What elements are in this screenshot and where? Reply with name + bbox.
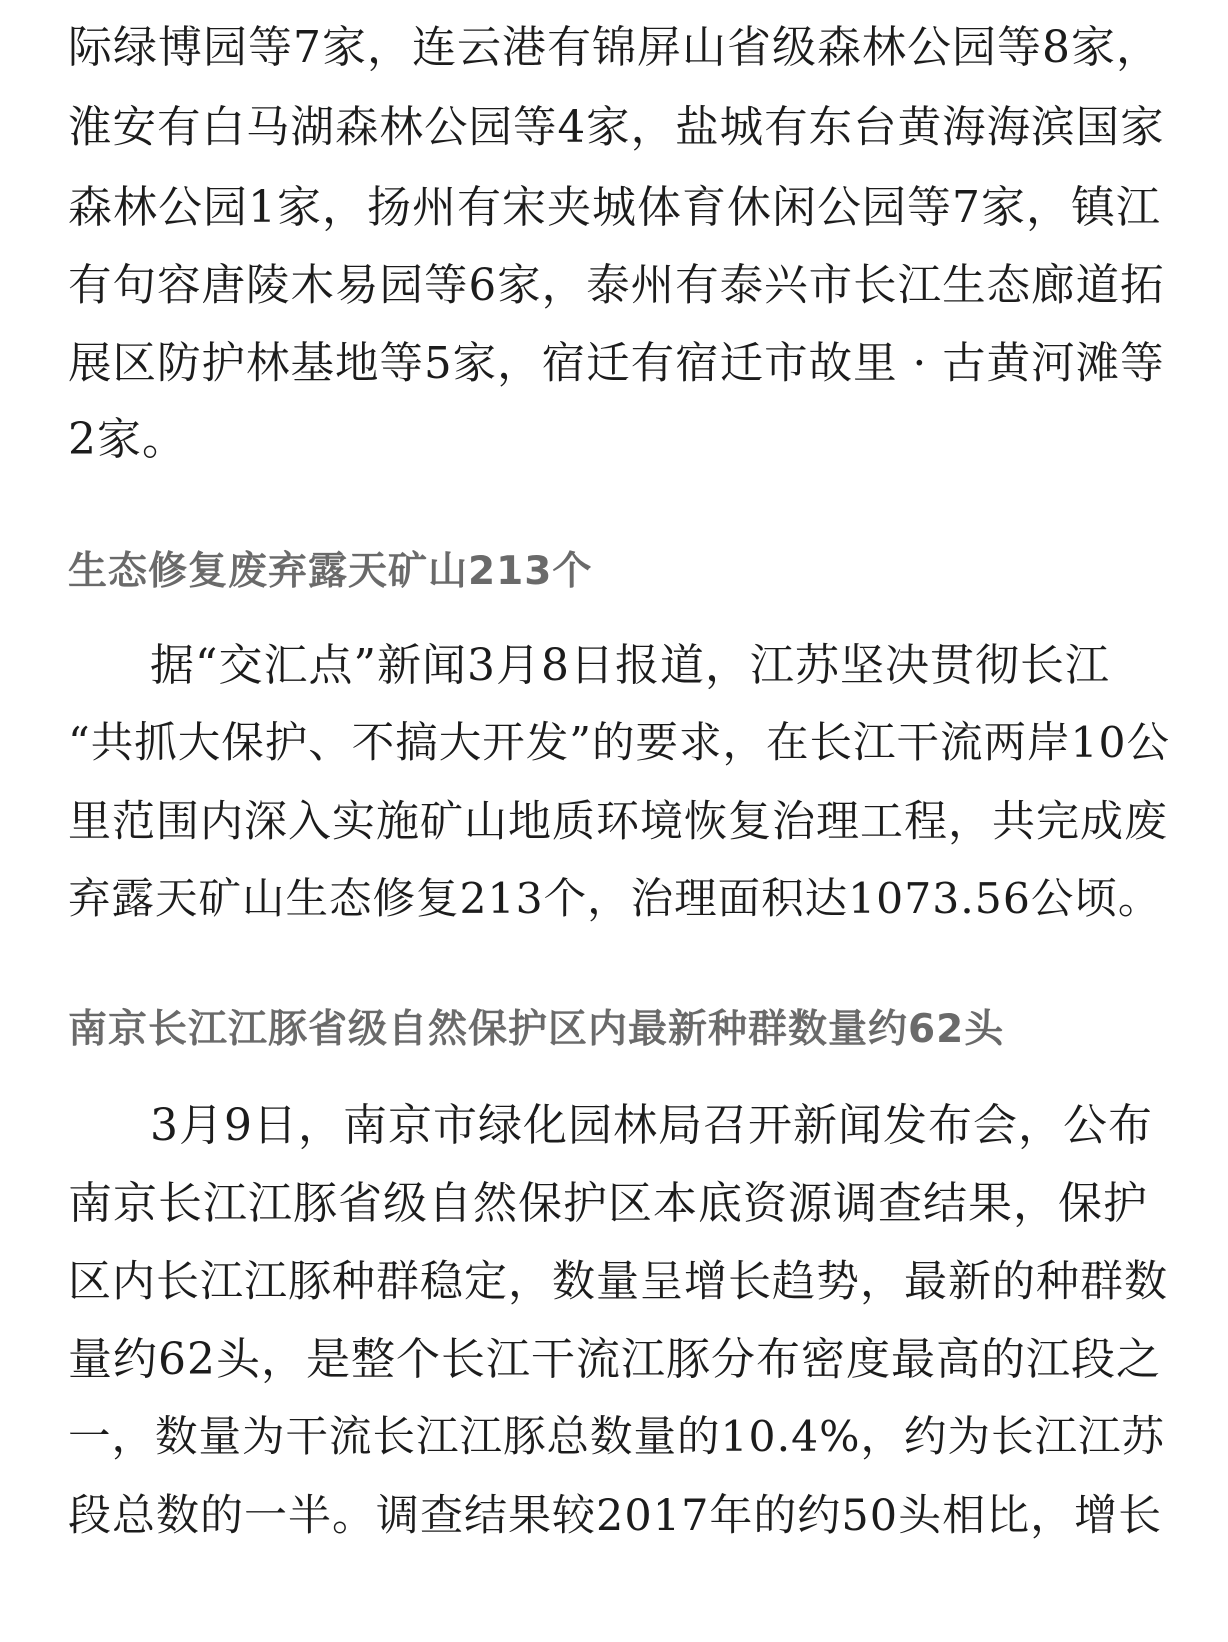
section1-line-1: 据“交汇点”新闻3月8日报道，江苏坚决贯彻长江: [150, 640, 1110, 691]
section-heading-finless-porpoise: 南京长江江豚省级自然保护区内最新种群数量约62头: [68, 1007, 1005, 1052]
intro-line-2: 淮安有白马湖森林公园等4家，盐城有东台黄海海滨国家: [68, 103, 1165, 153]
intro-line-5: 展区防护林基地等5家，宿迁有宿迁市故里 · 古黄河滩等: [68, 339, 1165, 389]
intro-line-1: 际绿博园等7家，连云港有锦屏山省级森林公园等8家，: [68, 22, 1161, 73]
intro-line-6: 2家。: [68, 414, 187, 465]
section2-line-6: 段总数的一半。调查结果较2017年的约50头相比，增长: [68, 1491, 1163, 1541]
section2-line-1: 3月9日，南京市绿化园林局召开新闻发布会，公布: [150, 1100, 1153, 1151]
section-heading-mines: 生态修复废弃露天矿山213个: [68, 549, 593, 594]
section1-line-2: “共抓大保护、不搞大开发”的要求，在长江干流两岸10公: [68, 719, 1171, 768]
intro-line-3: 森林公园1家，扬州有宋夹城体育休闲公园等7家，镇江: [68, 182, 1161, 233]
section2-line-2: 南京长江江豚省级自然保护区本底资源调查结果，保护: [68, 1178, 1148, 1229]
section1-line-3: 里范围内深入实施矿山地质环境恢复治理工程，共完成废: [68, 797, 1168, 847]
intro-line-4: 有句容唐陵木易园等6家，泰州有泰兴市长江生态廊道拓: [68, 261, 1165, 311]
section2-line-4: 量约62头，是整个长江干流江豚分布密度最高的江段之: [68, 1334, 1161, 1385]
section1-line-4: 弃露天矿山生态修复213个，治理面积达1073.56公顷。: [68, 875, 1162, 924]
section2-line-3: 区内长江江豚种群稳定，数量呈增长趋势，最新的种群数: [68, 1257, 1168, 1307]
section2-line-5: 一，数量为干流长江江豚总数量的10.4%，约为长江江苏: [68, 1413, 1166, 1462]
